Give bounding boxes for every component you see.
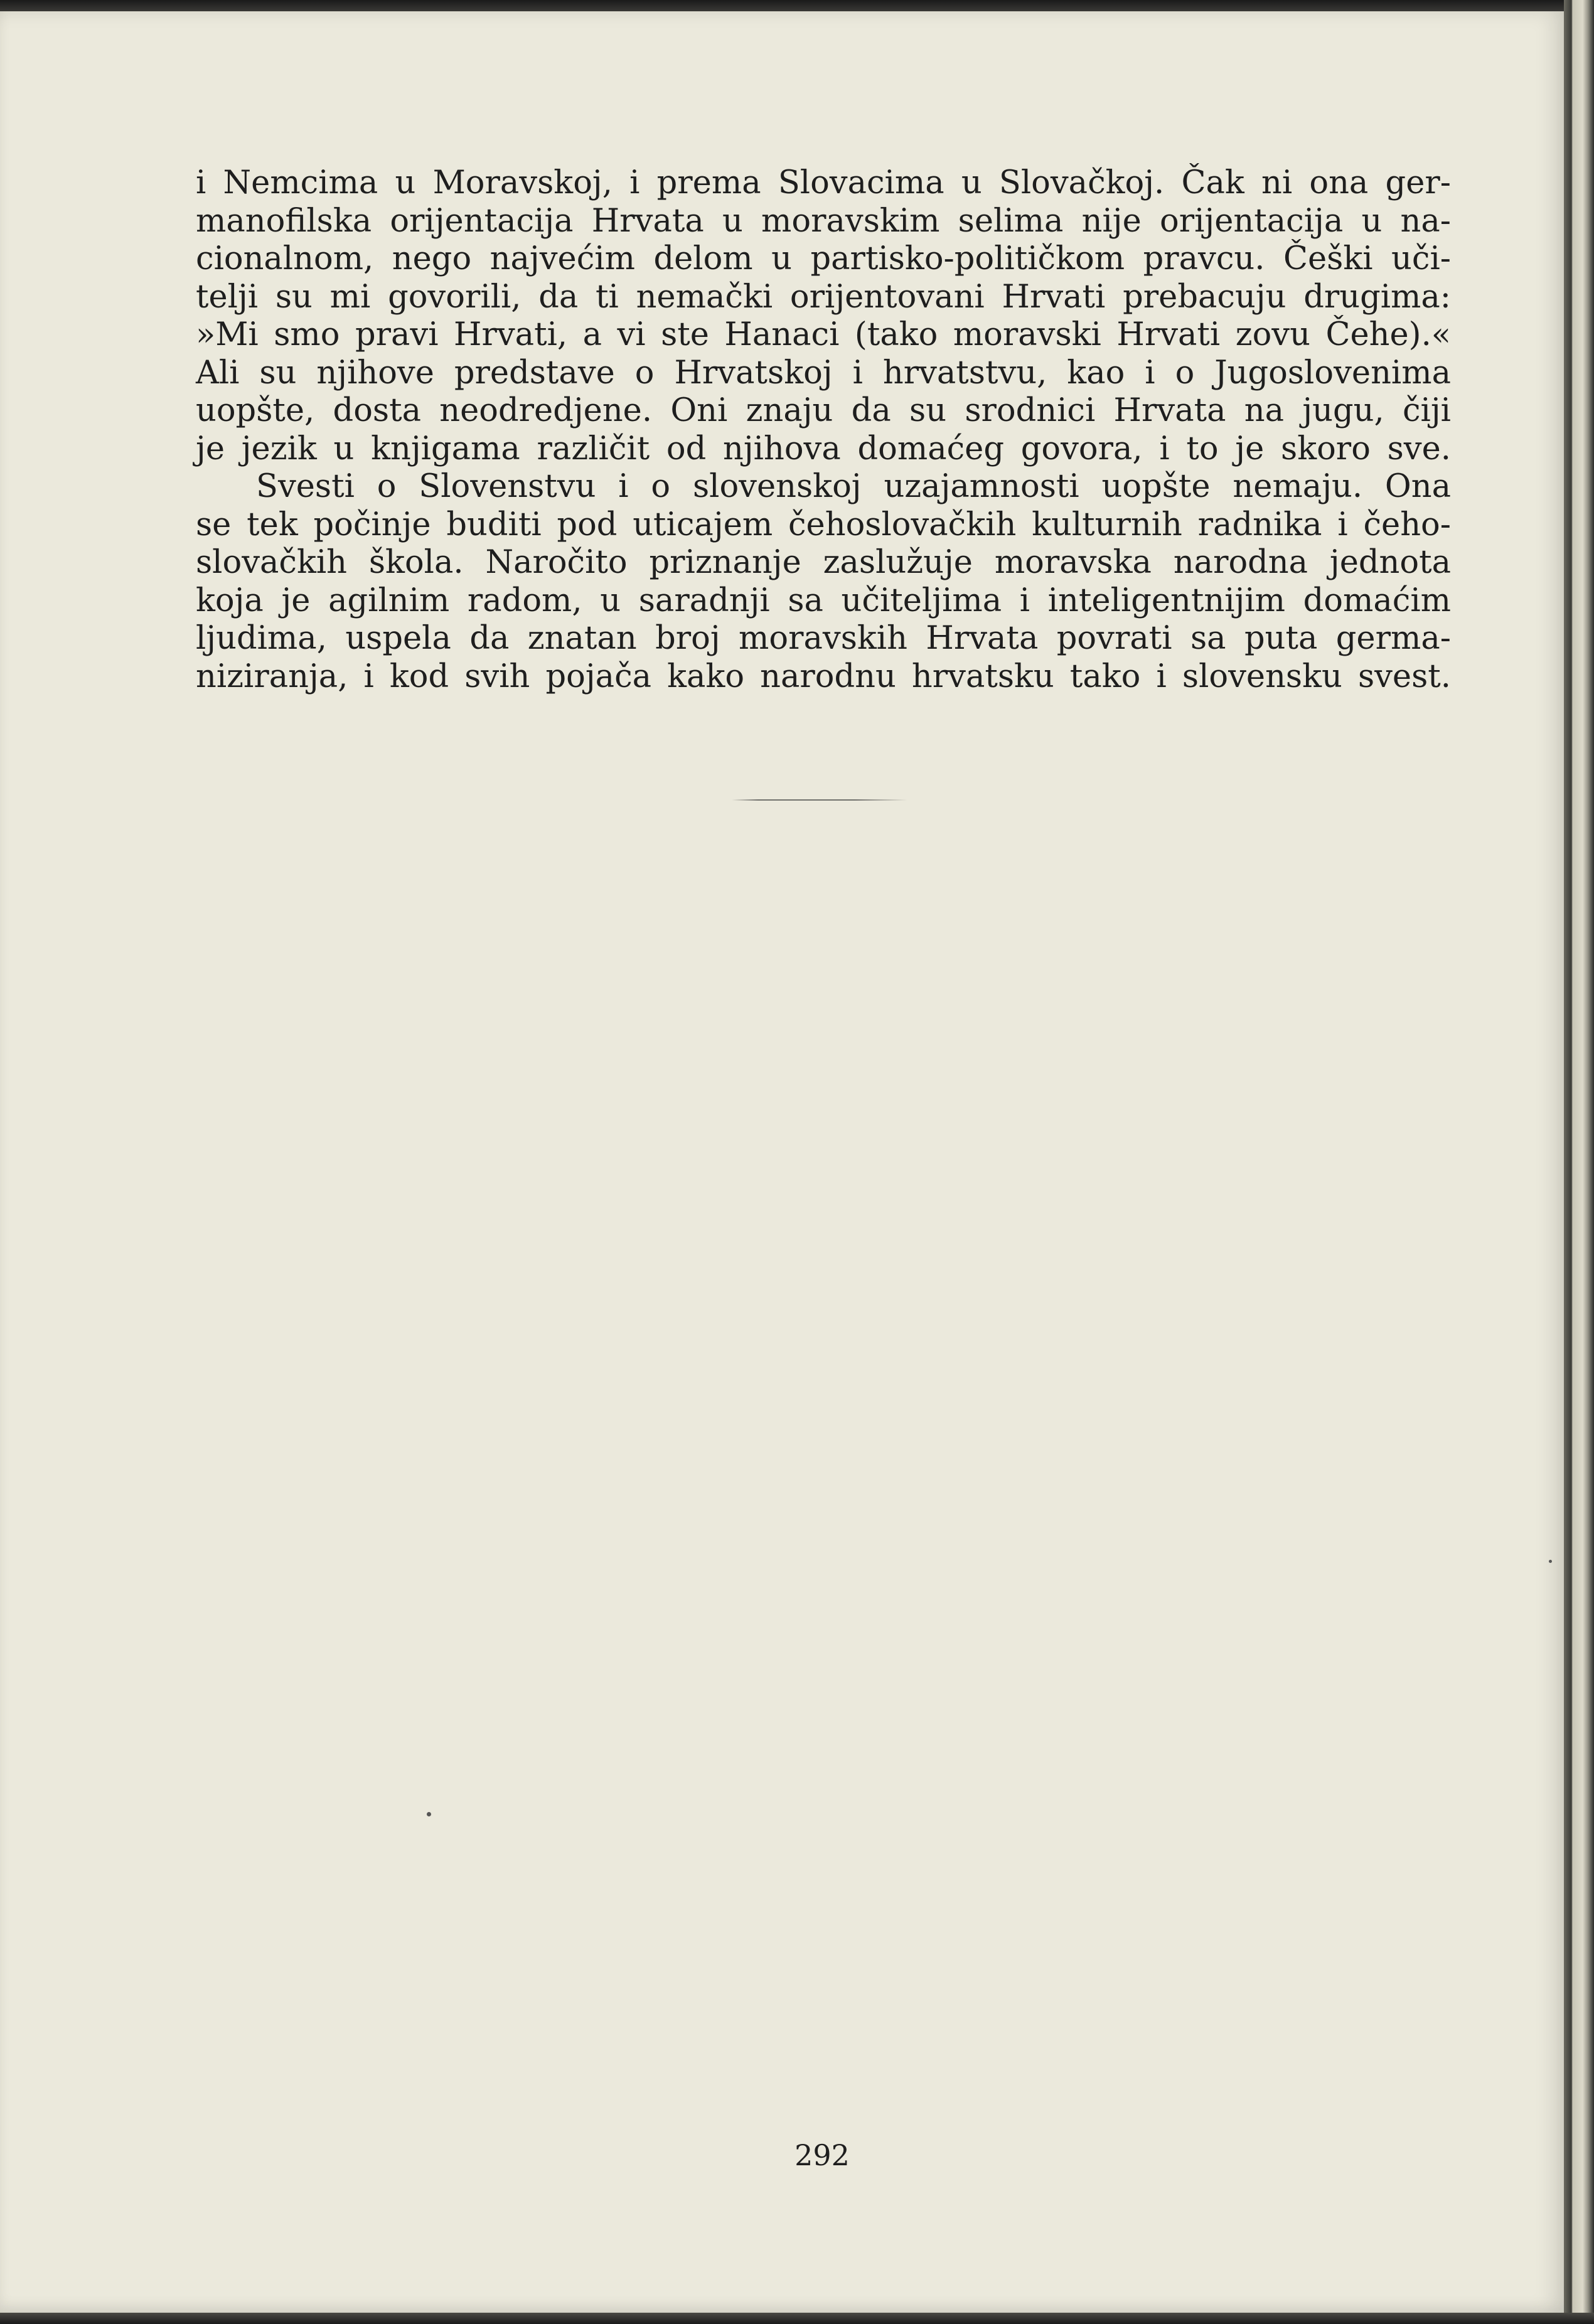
page-binding-edge bbox=[1564, 0, 1594, 2324]
paragraph-1 bbox=[196, 164, 1451, 468]
text-line: koja je agilnim radom, u saradnji sa učiteljima i inteligentnijim domaćim bbox=[196, 582, 1451, 619]
text-line: telji su mi govorili, da ti nemački orijentovani Hrvati prebacuju drugima: bbox=[196, 278, 1451, 316]
page-number: 292 bbox=[794, 2138, 850, 2172]
text-line: cionalnom, nego najvećim delom u partisko-političkom pravcu. Češki uči- bbox=[196, 240, 1451, 277]
section-separator-rule bbox=[732, 799, 907, 801]
scan-speck bbox=[1549, 1560, 1552, 1563]
text-line: ljudima, uspela da znatan broj moravskih Hrvata povrati sa puta germa- bbox=[196, 620, 1451, 657]
text-line: niziranja, i kod svih pojača kako narodnu hrvatsku tako i slovensku svest. bbox=[196, 658, 1451, 695]
text-line: »Mi smo pravi Hrvati, a vi ste Hanaci (tako moravski Hrvati zovu Čehe).« bbox=[196, 316, 1451, 353]
text-line: i Nemcima u Moravskoj, i prema Slovacima u Slovačkoj. Čak ni ona ger- bbox=[196, 164, 1451, 201]
text-line: Ali su njihove predstave o Hrvatskoj i hrvatstvu, kao i o Jugoslovenima bbox=[196, 354, 1451, 392]
text-line: se tek počinje buditi pod uticajem čehoslovačkih kulturnih radnika i čeho- bbox=[196, 506, 1451, 543]
paragraph-2 bbox=[196, 468, 1451, 696]
scan-bottom-edge bbox=[0, 2313, 1594, 2324]
body-text bbox=[196, 164, 1451, 696]
scan-speck bbox=[427, 1812, 431, 1816]
text-line: manofilska orijentacija Hrvata u moravskim selima nije orijentacija u na- bbox=[196, 202, 1451, 240]
text-line: slovačkih škola. Naročito priznanje zaslužuje moravska narodna jednota bbox=[196, 544, 1451, 581]
scan-top-edge bbox=[0, 0, 1594, 11]
text-line: uopšte, dosta neodredjene. Oni znaju da su srodnici Hrvata na jugu, čiji bbox=[196, 392, 1451, 429]
text-line: je jezik u knjigama različit od njihova domaćeg govora, i to je skoro sve. bbox=[196, 430, 1452, 467]
text-line: Svesti o Slovenstvu i o slovenskoj uzajamnosti uopšte nemaju. Ona bbox=[256, 468, 1451, 505]
